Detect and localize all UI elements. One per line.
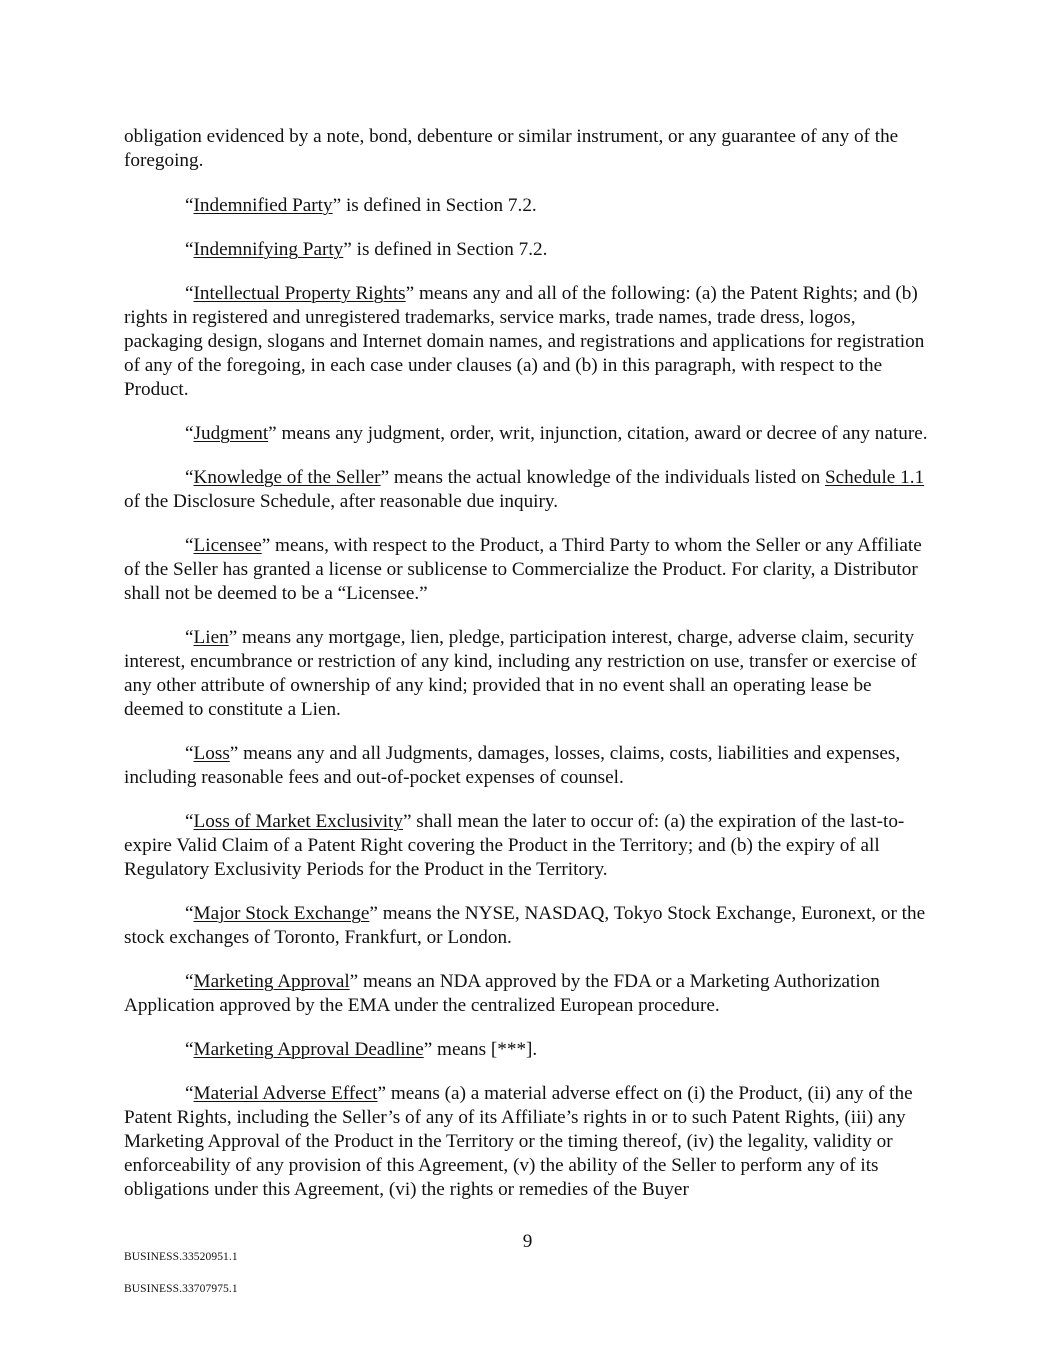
defined-term: Marketing Approval Deadline (193, 1039, 424, 1060)
defined-term: Loss of Market Exclusivity (193, 811, 403, 832)
schedule-reference: Schedule 1.1 (824, 467, 925, 488)
footer-document-id: BUSINESS.33707975.1 (124, 1283, 238, 1295)
definition-major-stock-exchange: “Major Stock Exchange” means the NYSE, NASDAQ, Tokyo Stock Exchange, Euronext, or the stock exchanges of Toronto, Frankfurt, or London. (124, 903, 926, 948)
page-number: 9 (522, 1231, 533, 1252)
defined-term: Major Stock Exchange (193, 903, 370, 924)
defined-term: Judgment (193, 423, 269, 444)
definition-intellectual-property-rights: “Intellectual Property Rights” means any and all of the following: (a) the Patent Rights; and (b) rights in registered and unregistered trademarks, service marks, trade names, trade dress, logos, packaging design, slogans and Internet domain names, and registrations and applications for registration of any of the foregoing, in each case under clauses (a) and (b) in this paragraph, with respect to the Product. (124, 283, 925, 400)
defined-term: Material Adverse Effect (193, 1083, 378, 1104)
defined-term: Marketing Approval (193, 971, 350, 992)
defined-term: Intellectual Property Rights (193, 283, 406, 304)
defined-term: Loss (193, 743, 230, 764)
defined-term: Indemnifying Party (193, 239, 344, 260)
defined-term: Licensee (193, 535, 262, 556)
definition-licensee: “Licensee” means, with respect to the Product, a Third Party to whom the Seller or any Affiliate of the Seller has granted a license or sublicense to Commercialize the Product. For clarity, a Distributor shall not be deemed to be a “Licensee.” (124, 535, 922, 604)
definition-material-adverse-effect: “Material Adverse Effect” means (a) a material adverse effect on (i) the Product, (ii) any of the Patent Rights, including the Seller’s of any of its Affiliate’s rights in or to such Patent Rights, (iii) any Marketing Approval of the Product in the Territory or the timing thereof, (iv) the legality, validity or enforceability of any provision of this Agreement, (v) the ability of the Seller to perform any of its obligations under this Agreement, (vi) the rights or remedies of the Buyer (124, 1083, 913, 1200)
definition-lien: “Lien” means any mortgage, lien, pledge, participation interest, charge, adverse claim, security interest, encumbrance or restriction of any kind, including any restriction on use, transfer or exercise of any other attribute of ownership of any kind; provided that in no event shall an operating lease be deemed to constitute a Lien. (124, 627, 917, 720)
definition-judgment: “Judgment” means any judgment, order, writ, injunction, citation, award or decree of any nature. (185, 423, 928, 444)
definition-loss-of-market-exclusivity: “Loss of Market Exclusivity” shall mean the later to occur of: (a) the expiration of the last-to-expire Valid Claim of a Patent Right covering the Product in the Territory; and (b) the expiry of all Regulatory Exclusivity Periods for the Product in the Territory. (124, 811, 905, 880)
continuation-paragraph: obligation evidenced by a note, bond, debenture or similar instrument, or any guarantee of any of the foregoing. (124, 126, 899, 171)
definition-marketing-approval: “Marketing Approval” means an NDA approved by the FDA or a Marketing Authorization Application approved by the EMA under the centralized European procedure. (124, 971, 880, 1016)
footer-document-id: BUSINESS.33520951.1 (124, 1251, 238, 1263)
document-body (124, 125, 934, 1222)
definition-marketing-approval-deadline: “Marketing Approval Deadline” means [***]. (185, 1039, 538, 1060)
defined-term: Lien (193, 627, 229, 648)
definition-loss: “Loss” means any and all Judgments, damages, losses, claims, costs, liabilities and expenses, including reasonable fees and out-of-pocket expenses of counsel. (124, 743, 901, 788)
definition-indemnifying-party: “Indemnifying Party” is defined in Section 7.2. (185, 239, 548, 260)
definition-indemnified-party: “Indemnified Party” is defined in Section 7.2. (185, 195, 537, 216)
defined-term: Indemnified Party (193, 195, 333, 216)
definition-knowledge-of-the-seller: “Knowledge of the Seller” means the actual knowledge of the individuals listed on Schedule 1.1 of the Disclosure Schedule, after reasonable due inquiry. (124, 467, 925, 512)
defined-term: Knowledge of the Seller (193, 467, 381, 488)
